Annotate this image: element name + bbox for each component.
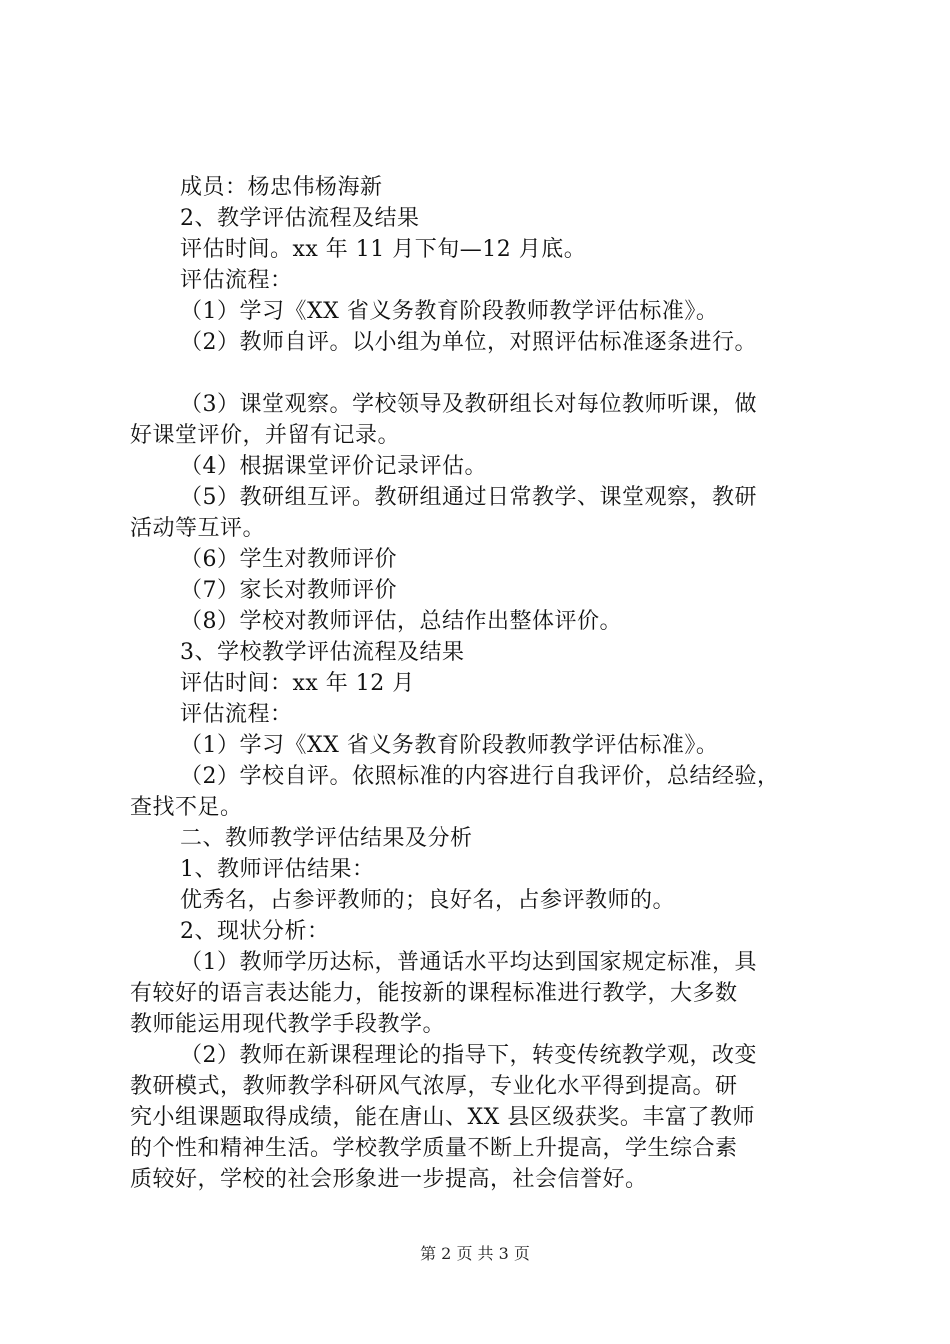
list-item: （2）教师自评。以小组为单位，对照评估标准逐条进行。 — [180, 330, 757, 355]
list-item-continuation: 好课堂评价，并留有记录。 — [130, 423, 401, 448]
text-line: 评估流程： — [180, 702, 293, 727]
blank-line — [130, 358, 830, 389]
paragraph-line: 究小组课题取得成绩，能在唐山、XX 县区级获奖。丰富了教师 — [130, 1105, 755, 1130]
paragraph-line: 的个性和精神生活。学校教学质量不断上升提高，学生综合素 — [130, 1136, 738, 1161]
paragraph-line: 教师能运用现代教学手段教学。 — [130, 1012, 446, 1037]
list-item: （3）课堂观察。学校领导及教研组长对每位教师听课，做 — [180, 392, 757, 417]
text-line: 评估流程： — [180, 268, 293, 293]
section-heading: 2、教学评估流程及结果 — [180, 206, 420, 231]
subsection-heading: 2、现状分析： — [180, 919, 330, 944]
text-line: 成员：杨忠伟杨海新 — [180, 175, 383, 200]
paragraph-line: （1）教师学历达标，普通话水平均达到国家规定标准，具 — [180, 950, 757, 975]
list-item: （5）教研组互评。教研组通过日常教学、课堂观察，教研 — [180, 485, 757, 510]
text-line: 优秀名，占参评教师的；良好名，占参评教师的。 — [180, 888, 676, 913]
list-item: （4）根据课堂评价记录评估。 — [180, 454, 487, 479]
list-item: （7）家长对教师评价 — [180, 578, 397, 603]
document-body — [130, 172, 830, 1195]
subsection-heading: 1、教师评估结果： — [180, 857, 375, 882]
section-heading: 3、学校教学评估流程及结果 — [180, 640, 465, 665]
paragraph-line: （2）教师在新课程理论的指导下，转变传统教学观，改变 — [180, 1043, 757, 1068]
text-line: 评估时间：xx 年 12 月 — [180, 671, 415, 696]
paragraph-line: 质较好，学校的社会形象进一步提高，社会信誉好。 — [130, 1167, 648, 1192]
page-number-footer: 第 2 页 共 3 页 — [420, 1244, 530, 1263]
list-item: （8）学校对教师评估，总结作出整体评价。 — [180, 609, 622, 634]
list-item-continuation: 活动等互评。 — [130, 516, 266, 541]
list-item-continuation: 查找不足。 — [130, 795, 243, 820]
list-item: （1）学习《XX 省义务教育阶段教师教学评估标准》。 — [180, 733, 719, 758]
list-item: （6）学生对教师评价 — [180, 547, 397, 572]
text-line: 评估时间。xx 年 11 月下旬—12 月底。 — [180, 237, 587, 262]
list-item: （1）学习《XX 省义务教育阶段教师教学评估标准》。 — [180, 299, 719, 324]
paragraph-line: 有较好的语言表达能力，能按新的课程标准进行教学，大多数 — [130, 981, 738, 1006]
section-heading: 二、教师教学评估结果及分析 — [180, 826, 473, 851]
paragraph-line: 教研模式，教师教学科研风气浓厚，专业化水平得到提高。研 — [130, 1074, 738, 1099]
list-item: （2）学校自评。依照标准的内容进行自我评价，总结经验， — [180, 764, 780, 789]
